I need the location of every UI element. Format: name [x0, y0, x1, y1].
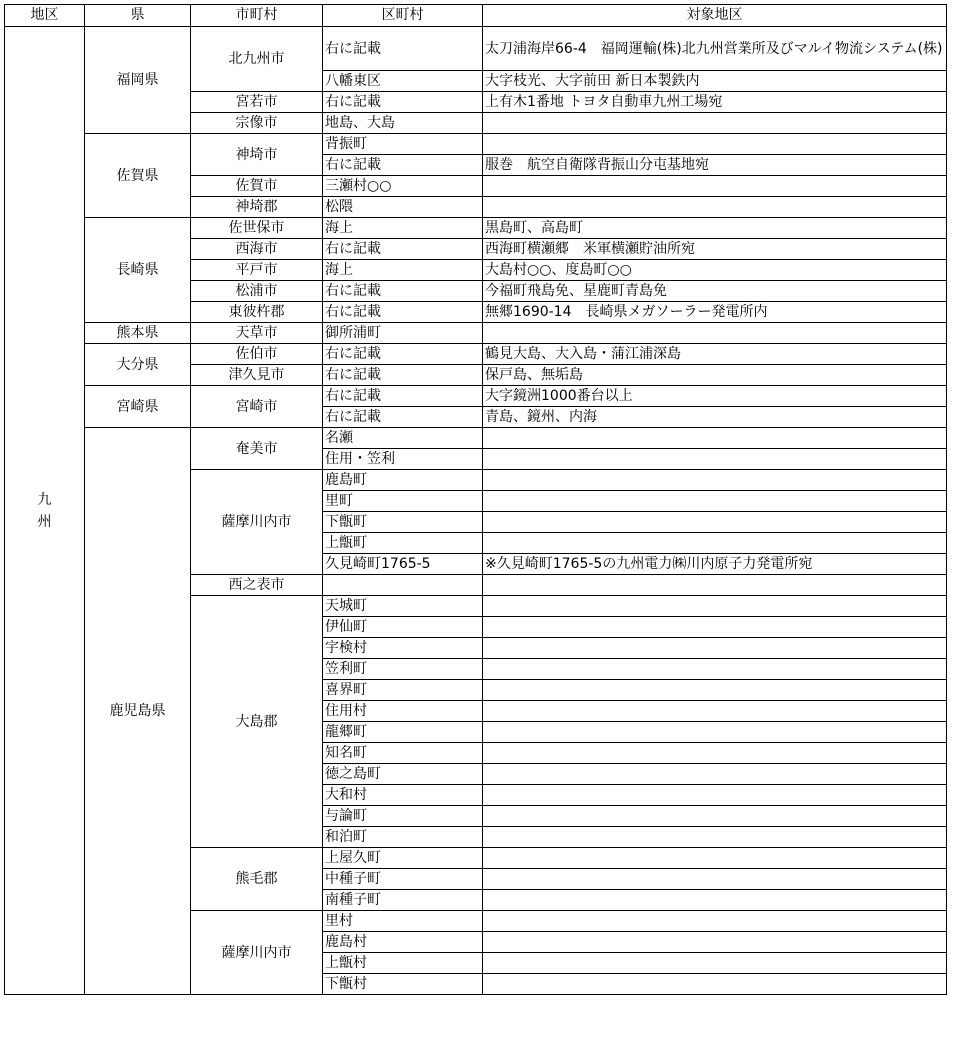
- area-cell: [483, 323, 947, 344]
- ward-cell: 上甑村: [323, 953, 483, 974]
- header-row: [5, 5, 947, 27]
- city-cell: 津久見市: [191, 365, 323, 386]
- city-cell: 熊毛郡: [191, 848, 323, 911]
- ward-cell: 与論町: [323, 806, 483, 827]
- city-cell: 平戸市: [191, 260, 323, 281]
- area-cell: [483, 428, 947, 449]
- area-cell: [483, 197, 947, 218]
- area-cell: [483, 470, 947, 491]
- area-cell: [483, 617, 947, 638]
- ward-cell: 里町: [323, 491, 483, 512]
- city-cell: 神埼郡: [191, 197, 323, 218]
- area-cell: [483, 848, 947, 869]
- area-cell: 保戸島、無垢島: [483, 365, 947, 386]
- ward-cell: 里村: [323, 911, 483, 932]
- ward-cell: 喜界町: [323, 680, 483, 701]
- area-cell: [483, 596, 947, 617]
- area-cell: [483, 533, 947, 554]
- ward-cell: 下甑村: [323, 974, 483, 995]
- ward-cell: 右に記載: [323, 302, 483, 323]
- header-city: 市町村: [191, 5, 323, 27]
- pref-cell: 宮崎県: [85, 386, 191, 428]
- ward-cell: 鹿島町: [323, 470, 483, 491]
- ward-cell: 龍郷町: [323, 722, 483, 743]
- table-row: [5, 386, 947, 407]
- area-cell: [483, 764, 947, 785]
- ward-cell: 上甑町: [323, 533, 483, 554]
- ward-cell: 背振町: [323, 134, 483, 155]
- area-cell: [483, 659, 947, 680]
- ward-cell: 住用・笠利: [323, 449, 483, 470]
- city-cell: 大島郡: [191, 596, 323, 848]
- area-cell: [483, 890, 947, 911]
- area-cell: 太刀浦海岸66-4 福岡運輸(株)北九州営業所及びマルイ物流システム(株): [483, 27, 947, 71]
- ward-cell: 松隈: [323, 197, 483, 218]
- area-cell: [483, 827, 947, 848]
- area-cell: [483, 512, 947, 533]
- area-cell: [483, 575, 947, 596]
- city-cell: 佐賀市: [191, 176, 323, 197]
- ward-cell: 南種子町: [323, 890, 483, 911]
- area-cell: [483, 722, 947, 743]
- ward-cell: 右に記載: [323, 344, 483, 365]
- area-cell: [483, 869, 947, 890]
- region-cell: [5, 27, 85, 995]
- table-row: [5, 134, 947, 155]
- pref-cell: 佐賀県: [85, 134, 191, 218]
- area-cell: 服巻 航空自衛隊背振山分屯基地宛: [483, 155, 947, 176]
- area-cell: 大字枝光、大字前田 新日本製鉄内: [483, 71, 947, 92]
- ward-cell: 右に記載: [323, 407, 483, 428]
- ward-cell: 御所浦町: [323, 323, 483, 344]
- ward-cell: 中種子町: [323, 869, 483, 890]
- table-row: [5, 323, 947, 344]
- header-ward: 区町村: [323, 5, 483, 27]
- pref-cell: 長崎県: [85, 218, 191, 323]
- ward-cell: 右に記載: [323, 27, 483, 71]
- city-cell: 西之表市: [191, 575, 323, 596]
- city-cell: 神埼市: [191, 134, 323, 176]
- ward-cell: 地島、大島: [323, 113, 483, 134]
- area-cell: 今福町飛島免、星鹿町青島免: [483, 281, 947, 302]
- city-cell: 佐世保市: [191, 218, 323, 239]
- ward-cell: 笠利町: [323, 659, 483, 680]
- city-cell: 奄美市: [191, 428, 323, 470]
- pref-cell: 熊本県: [85, 323, 191, 344]
- area-cell: [483, 701, 947, 722]
- area-cell: [483, 953, 947, 974]
- ward-cell: 右に記載: [323, 92, 483, 113]
- city-cell: 西海市: [191, 239, 323, 260]
- ward-cell: 宇検村: [323, 638, 483, 659]
- coverage-table: [4, 4, 947, 995]
- area-cell: 青島、鏡州、内海: [483, 407, 947, 428]
- ward-cell: 大和村: [323, 785, 483, 806]
- ward-cell: 八幡東区: [323, 71, 483, 92]
- ward-cell: 伊仙町: [323, 617, 483, 638]
- ward-cell: [323, 575, 483, 596]
- ward-cell: 住用村: [323, 701, 483, 722]
- ward-cell: 久見崎町1765-5: [323, 554, 483, 575]
- pref-cell: 鹿児島県: [85, 428, 191, 995]
- ward-cell: 上屋久町: [323, 848, 483, 869]
- ward-cell: 名瀬: [323, 428, 483, 449]
- area-cell: 鶴見大島、大入島・蒲江浦深島: [483, 344, 947, 365]
- ward-cell: 和泊町: [323, 827, 483, 848]
- area-cell: ※久見崎町1765-5の九州電力㈱川内原子力発電所宛: [483, 554, 947, 575]
- header-area: 対象地区: [483, 5, 947, 27]
- area-cell: [483, 176, 947, 197]
- area-cell: 無郷1690-14 長崎県メガソーラー発電所内: [483, 302, 947, 323]
- ward-cell: 三瀬村○○: [323, 176, 483, 197]
- city-cell: 北九州市: [191, 27, 323, 92]
- pref-cell: 大分県: [85, 344, 191, 386]
- region-label: 九州: [37, 491, 52, 530]
- city-cell: 天草市: [191, 323, 323, 344]
- ward-cell: 右に記載: [323, 365, 483, 386]
- ward-cell: 徳之島町: [323, 764, 483, 785]
- area-cell: [483, 785, 947, 806]
- header-region: 地区: [5, 5, 85, 27]
- area-cell: [483, 974, 947, 995]
- city-cell: 松浦市: [191, 281, 323, 302]
- pref-cell: 福岡県: [85, 27, 191, 134]
- area-cell: [483, 932, 947, 953]
- area-cell: 大字鏡洲1000番台以上: [483, 386, 947, 407]
- ward-cell: 右に記載: [323, 386, 483, 407]
- ward-cell: 下甑町: [323, 512, 483, 533]
- ward-cell: 海上: [323, 260, 483, 281]
- ward-cell: 天城町: [323, 596, 483, 617]
- area-cell: 黒島町、高島町: [483, 218, 947, 239]
- city-cell: 薩摩川内市: [191, 911, 323, 995]
- area-cell: [483, 680, 947, 701]
- table-row: [5, 218, 947, 239]
- area-cell: [483, 113, 947, 134]
- area-cell: [483, 491, 947, 512]
- table-row: [5, 344, 947, 365]
- city-cell: 佐伯市: [191, 344, 323, 365]
- ward-cell: 右に記載: [323, 281, 483, 302]
- city-cell: 薩摩川内市: [191, 470, 323, 575]
- ward-cell: 右に記載: [323, 155, 483, 176]
- city-cell: 宮若市: [191, 92, 323, 113]
- area-cell: [483, 911, 947, 932]
- ward-cell: 鹿島村: [323, 932, 483, 953]
- area-cell: [483, 449, 947, 470]
- table-row: [5, 428, 947, 449]
- table-row: [5, 27, 947, 71]
- city-cell: 宗像市: [191, 113, 323, 134]
- area-cell: 大島村○○、度島町○○: [483, 260, 947, 281]
- area-cell: 西海町横瀬郷 米軍横瀬貯油所宛: [483, 239, 947, 260]
- area-cell: [483, 743, 947, 764]
- area-cell: [483, 638, 947, 659]
- ward-cell: 知名町: [323, 743, 483, 764]
- area-cell: [483, 134, 947, 155]
- city-cell: 宮崎市: [191, 386, 323, 428]
- ward-cell: 海上: [323, 218, 483, 239]
- area-cell: 上有木1番地 トヨタ自動車九州工場宛: [483, 92, 947, 113]
- ward-cell: 右に記載: [323, 239, 483, 260]
- header-pref: 県: [85, 5, 191, 27]
- city-cell: 東彼杵郡: [191, 302, 323, 323]
- area-cell: [483, 806, 947, 827]
